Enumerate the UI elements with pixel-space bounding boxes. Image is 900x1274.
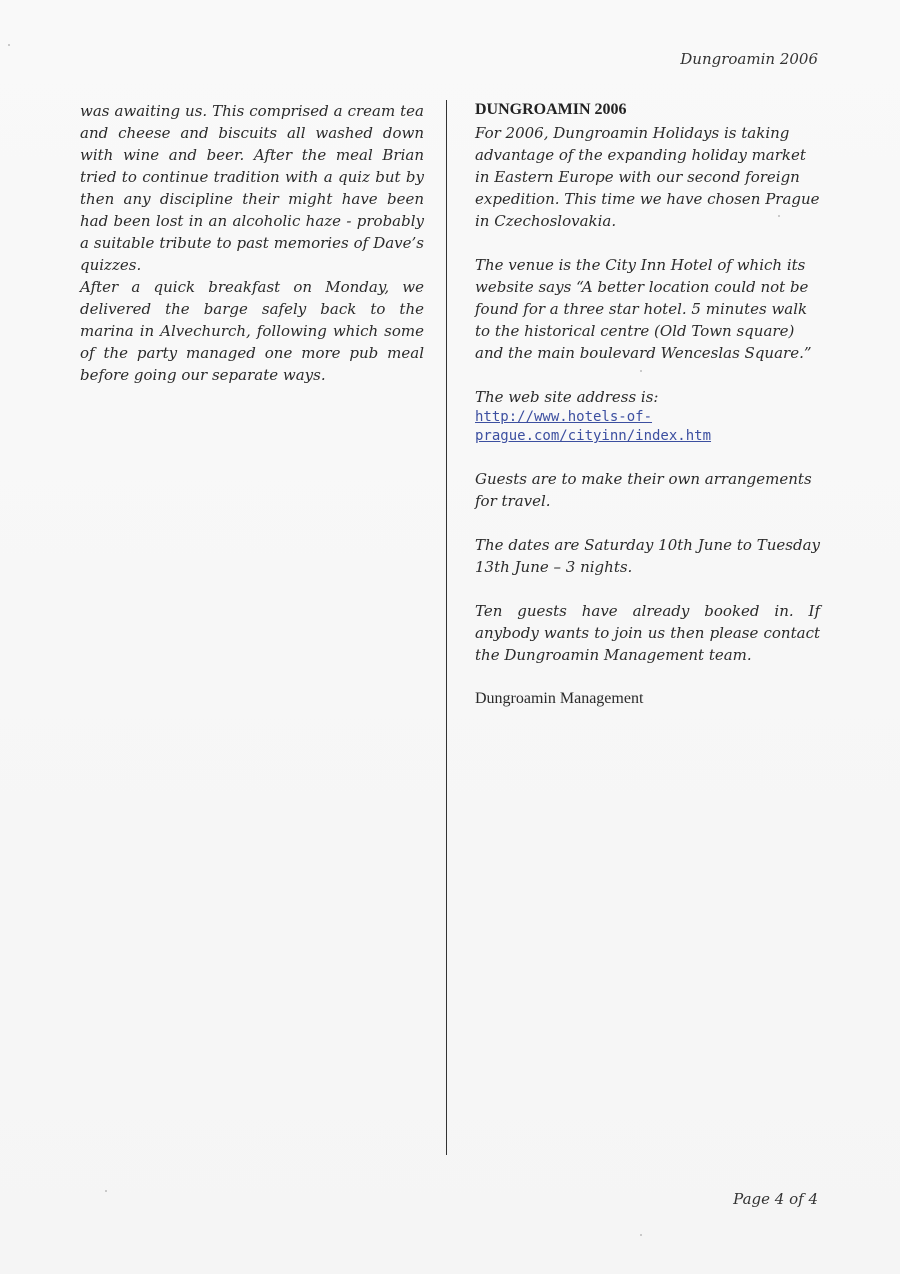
booking-paragraph: Ten guests have already booked in. If anybody wants to join us then please contact the Dungroamin Management team. <box>475 602 820 664</box>
intro-paragraph: For 2006, Dungroamin Holidays is taking advantage of the expanding holiday market in Eastern Europe with our second foreign expedition. This time we have chosen Prague in Czechoslovakia. <box>475 124 820 230</box>
website-block <box>475 386 820 446</box>
venue-paragraph: The venue is the City Inn Hotel of which its website says “A better location could not be found for a three star hotel. 5 minutes walk to the historical centre (Old Town square) and the main boulevard Wenceslas Square.” <box>475 256 812 362</box>
page-number: Page 4 of 4 <box>733 1190 818 1208</box>
website-link-line-2[interactable]: prague.com/cityinn/index.htm <box>475 428 712 444</box>
dates-paragraph: The dates are Saturday 10th June to Tuesday 13th June – 3 nights. <box>475 536 820 576</box>
website-label: The web site address is: <box>475 388 659 406</box>
left-paragraph-1: was awaiting us. This comprised a cream tea and cheese and biscuits all washed down with wine and beer. After the meal Brian tried to continue tradition with a quiz but by then any discipline their might have been had been lost in an alcoholic haze - probably a suitable tribute to past memories of Dave’s quizzes. <box>80 102 424 274</box>
section-heading: DUNGROAMIN 2006 <box>475 101 627 118</box>
paper-speck <box>8 44 10 46</box>
travel-paragraph: Guests are to make their own arrangements for travel. <box>475 470 812 510</box>
right-column <box>475 100 820 710</box>
paper-speck <box>640 1234 642 1236</box>
paper-speck <box>778 215 780 217</box>
signoff: Dungroamin Management <box>475 690 644 707</box>
left-paragraph-2: After a quick breakfast on Monday, we delivered the barge safely back to the marina in Alvechurch, following which some of the party managed one more pub meal before going our separate ways. <box>80 278 424 384</box>
paper-speck <box>640 370 642 372</box>
website-link-line-1[interactable]: http://www.hotels-of- <box>475 409 653 425</box>
paper-speck <box>105 1190 107 1192</box>
column-divider <box>446 100 447 1155</box>
running-header-title: Dungroamin 2006 <box>680 50 818 68</box>
left-column <box>80 100 424 386</box>
